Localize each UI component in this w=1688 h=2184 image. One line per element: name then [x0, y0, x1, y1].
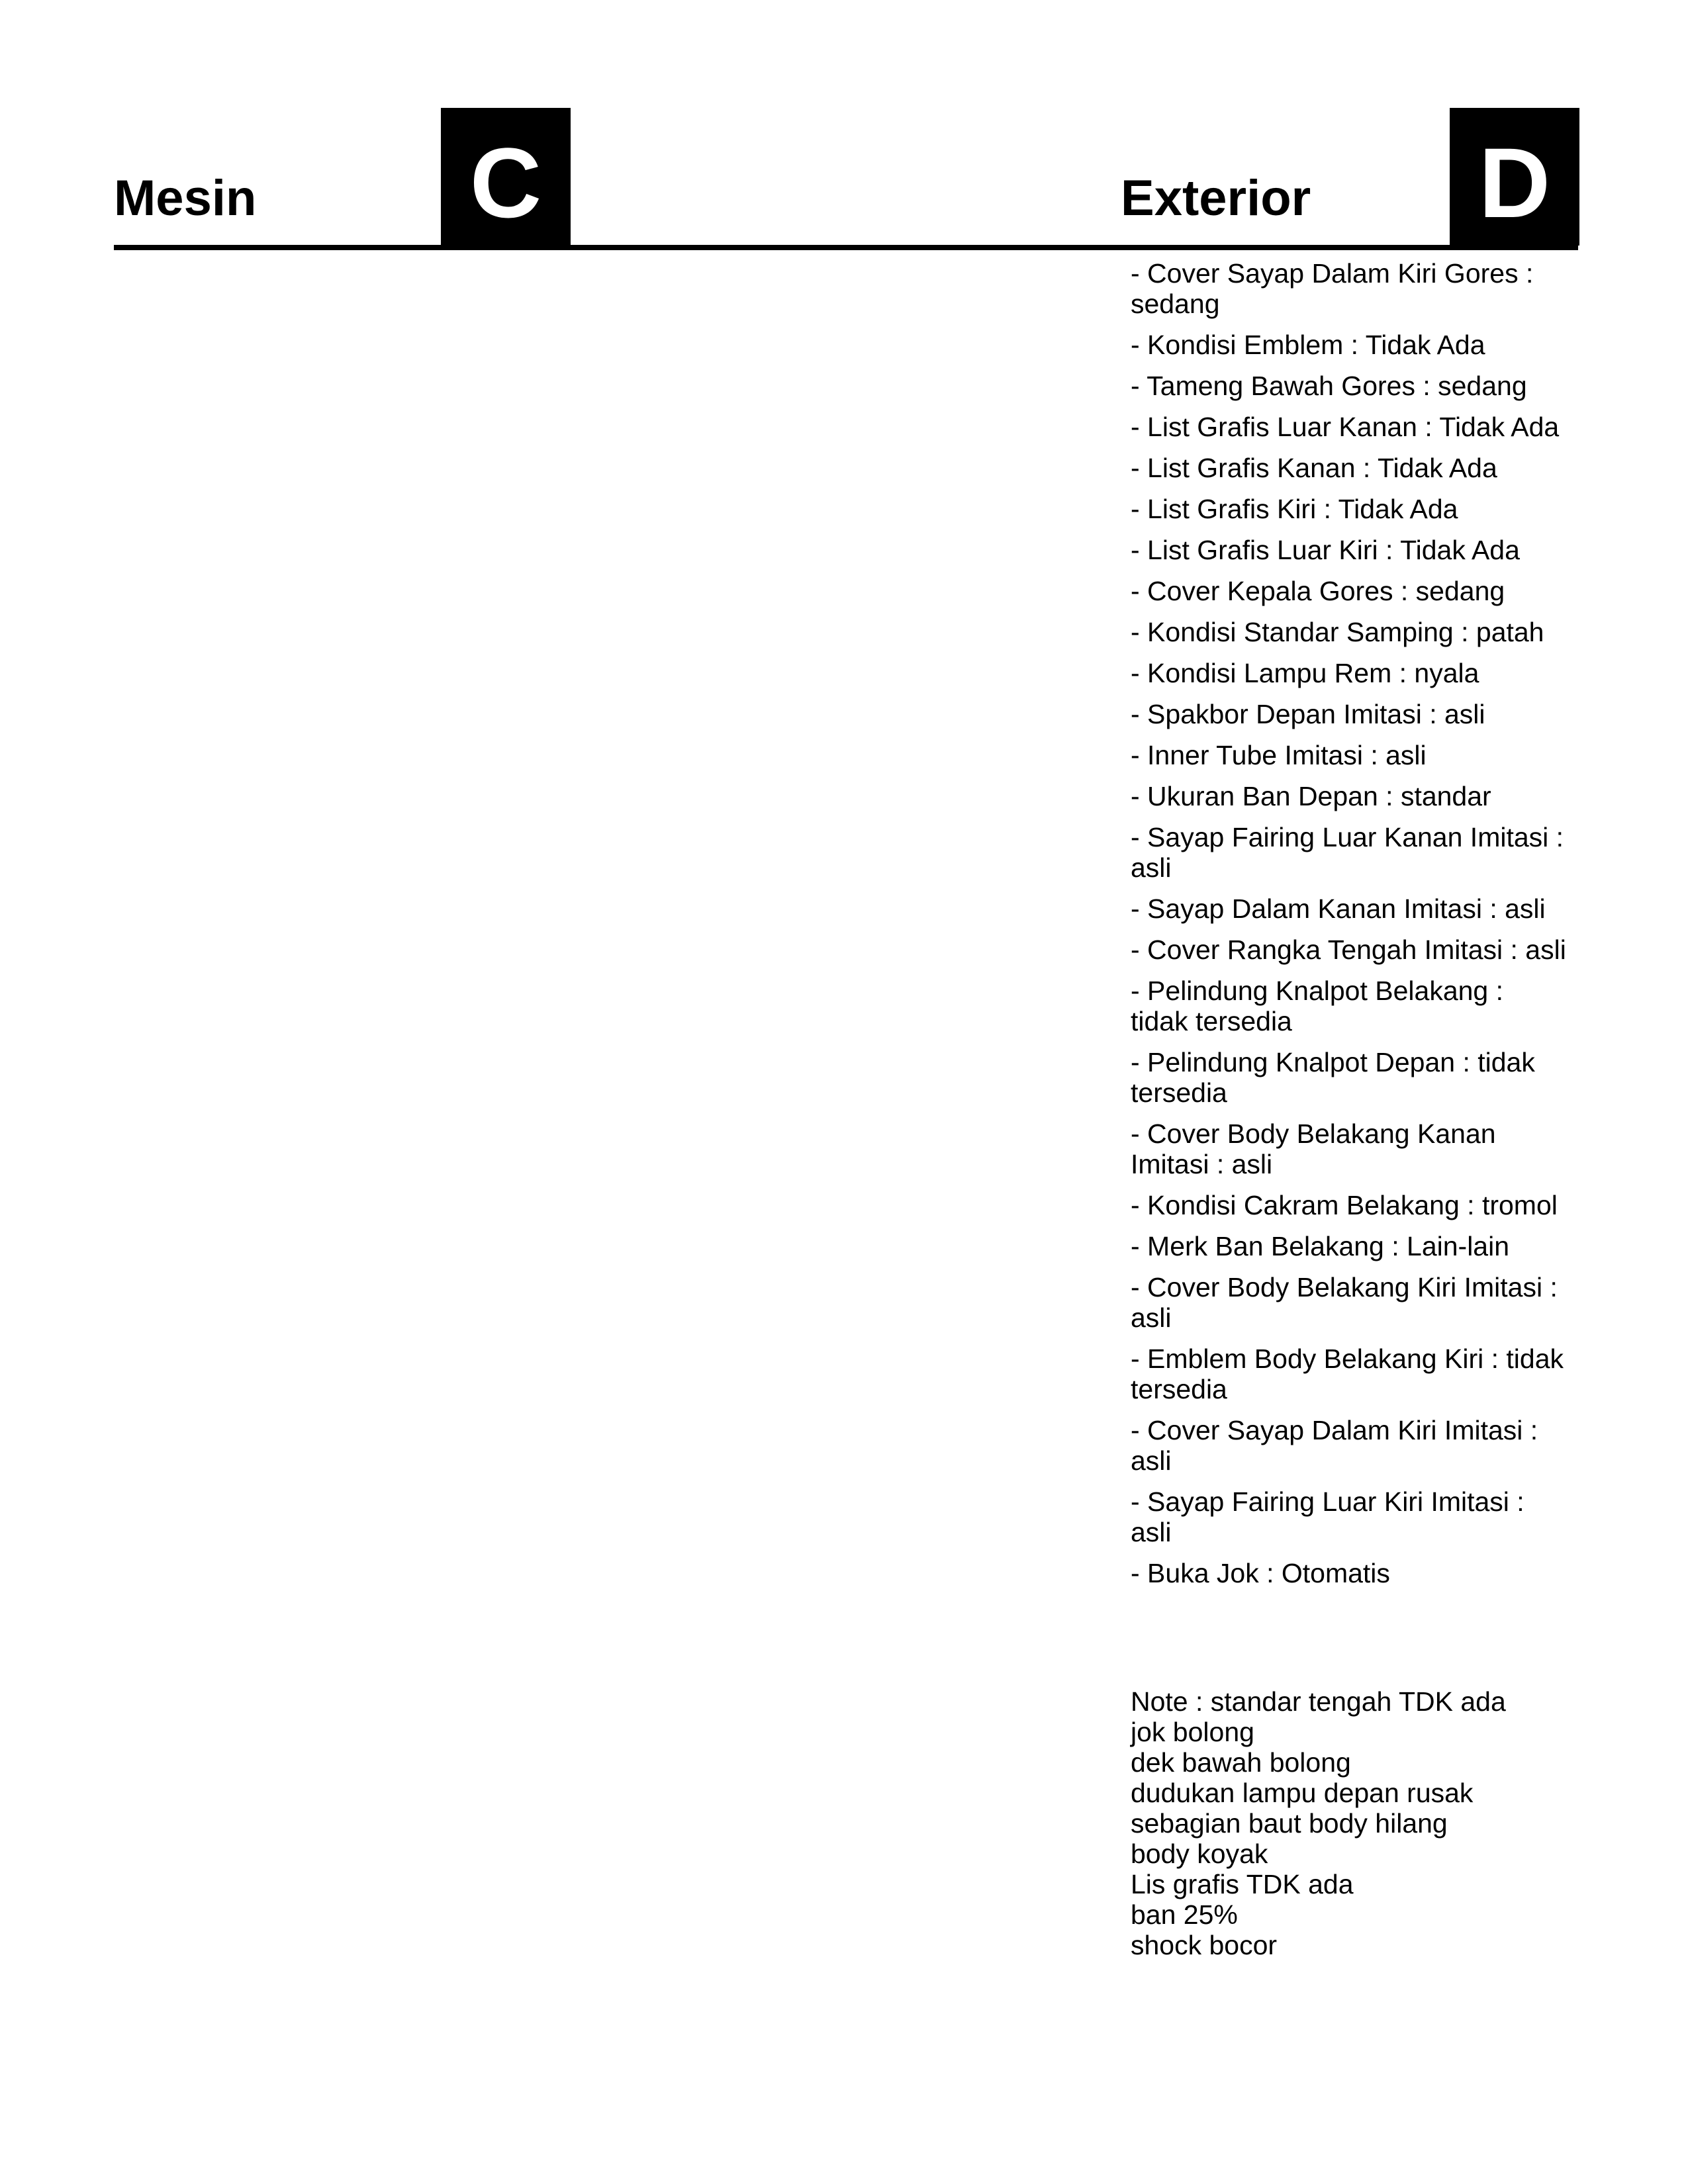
exterior-note — [1131, 1686, 1568, 1960]
exterior-item: - Kondisi Lampu Rem : nyala — [1131, 658, 1479, 688]
exterior-item: - List Grafis Luar Kanan : Tidak Ada — [1131, 412, 1560, 442]
exterior-item: - List Grafis Kiri : Tidak Ada — [1131, 494, 1458, 524]
exterior-item: - Emblem Body Belakang Kiri : tidak tersedia — [1131, 1343, 1564, 1404]
exterior-item-list — [1131, 258, 1568, 1599]
exterior-item: - Kondisi Standar Samping : patah — [1131, 617, 1544, 647]
exterior-item: - Cover Body Belakang Kanan Imitasi : asli — [1131, 1118, 1496, 1179]
exterior-item: - Cover Sayap Dalam Kiri Gores : sedang — [1131, 258, 1534, 319]
mesin-section-title: Mesin — [114, 170, 257, 226]
exterior-item: - Ukuran Ban Depan : standar — [1131, 781, 1491, 811]
exterior-item: - Sayap Fairing Luar Kiri Imitasi : asli — [1131, 1486, 1524, 1547]
exterior-item: - Inner Tube Imitasi : asli — [1131, 740, 1427, 770]
note-line: Lis grafis TDK ada — [1131, 1869, 1354, 1899]
exterior-section-title: Exterior — [1121, 170, 1311, 226]
exterior-item: - Sayap Dalam Kanan Imitasi : asli — [1131, 893, 1546, 924]
note-line: sebagian baut body hilang — [1131, 1808, 1448, 1839]
exterior-section-letter-badge: D — [1450, 108, 1579, 246]
exterior-item: - Cover Sayap Dalam Kiri Imitasi : asli — [1131, 1415, 1538, 1476]
note-line: dudukan lampu depan rusak — [1131, 1778, 1474, 1808]
exterior-item: - Pelindung Knalpot Belakang : tidak tersedia — [1131, 976, 1504, 1036]
exterior-item: - Merk Ban Belakang : Lain-lain — [1131, 1231, 1510, 1261]
exterior-item: - Cover Kepala Gores : sedang — [1131, 576, 1505, 606]
header-divider — [114, 245, 1578, 250]
exterior-item: - List Grafis Kanan : Tidak Ada — [1131, 453, 1497, 483]
exterior-item: - Cover Body Belakang Kiri Imitasi : asli — [1131, 1272, 1558, 1333]
note-line: jok bolong — [1131, 1717, 1254, 1747]
note-line: Note : standar tengah TDK ada — [1131, 1686, 1506, 1717]
exterior-item: - Cover Rangka Tengah Imitasi : asli — [1131, 934, 1566, 965]
exterior-item: - Spakbor Depan Imitasi : asli — [1131, 699, 1485, 729]
note-line: dek bawah bolong — [1131, 1747, 1351, 1778]
exterior-item: - Tameng Bawah Gores : sedang — [1131, 371, 1527, 401]
exterior-item: - Sayap Fairing Luar Kanan Imitasi : asli — [1131, 822, 1564, 883]
note-line: body koyak — [1131, 1839, 1268, 1869]
exterior-item: - Pelindung Knalpot Depan : tidak tersedia — [1131, 1047, 1535, 1108]
mesin-section-letter-badge: C — [441, 108, 571, 246]
exterior-item: - Kondisi Cakram Belakang : tromol — [1131, 1190, 1558, 1220]
note-line: ban 25% — [1131, 1899, 1238, 1930]
note-line: shock bocor — [1131, 1930, 1278, 1960]
exterior-item: - Buka Jok : Otomatis — [1131, 1558, 1390, 1588]
exterior-item: - Kondisi Emblem : Tidak Ada — [1131, 330, 1485, 360]
exterior-item: - List Grafis Luar Kiri : Tidak Ada — [1131, 535, 1520, 565]
